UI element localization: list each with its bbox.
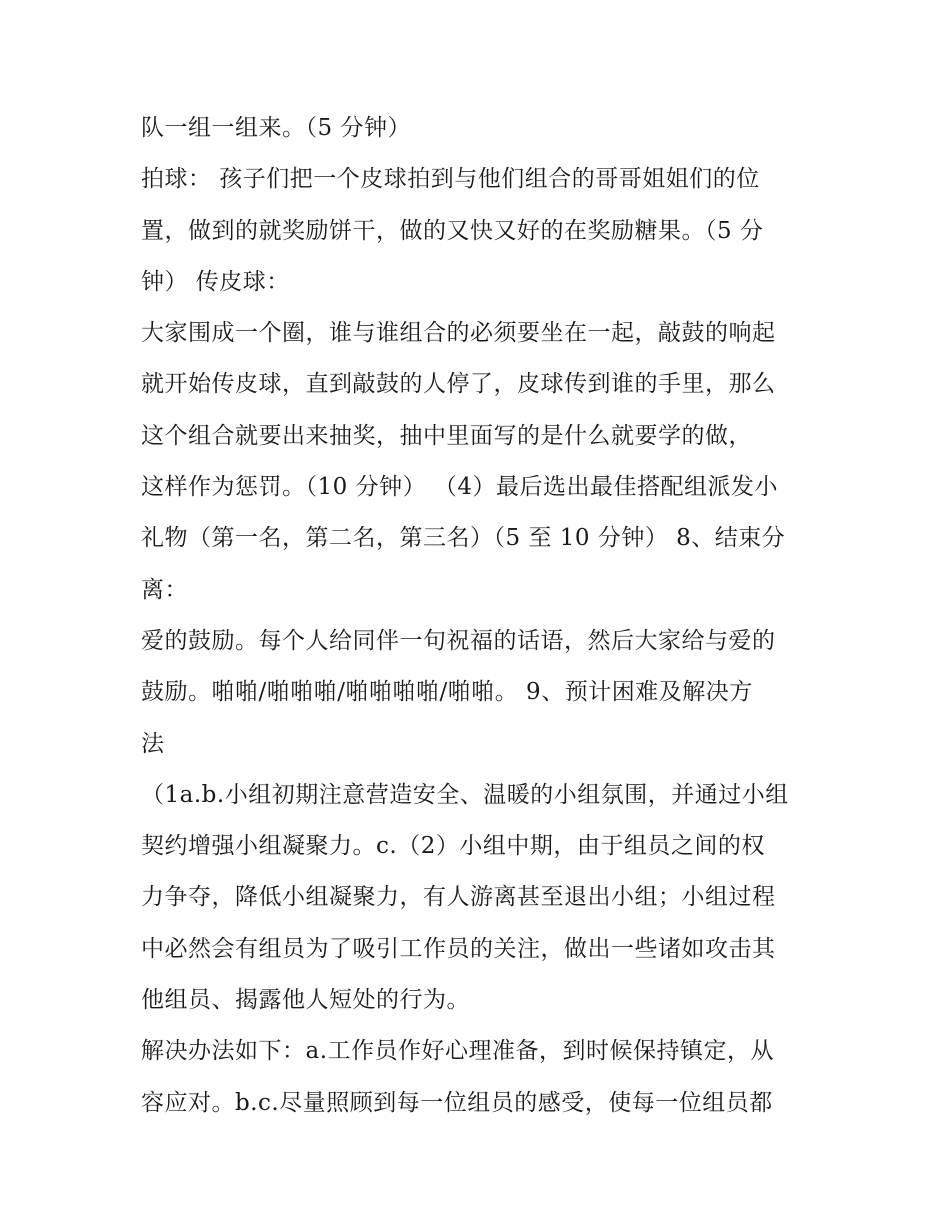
- text-line: 力争夺，降低小组凝聚力，有人游离甚至退出小组；小组过程: [141, 884, 776, 911]
- text-line: 这个组合就要出来抽奖，抽中里面写的是什么就要学的做，: [141, 422, 752, 449]
- text-line: 队一组一组来。（5 分钟）: [141, 115, 411, 141]
- text-line: 法: [141, 730, 165, 757]
- text-line: 鼓励。啪啪/啪啪啪/啪啪啪啪/啪啪。 9、预计困难及解决方: [141, 679, 753, 706]
- text-line: 离：: [141, 576, 188, 603]
- text-line: 大家围成一个圈，谁与谁组合的必须要坐在一起，敲鼓的响起: [141, 320, 776, 347]
- text-line: 置，做到的就奖励饼干，做的又快又好的在奖励糖果。（5 分: [141, 217, 764, 244]
- text-line: 契约增强小组凝聚力。c.（2）小组中期，由于组员之间的权: [141, 833, 765, 860]
- text-line: 解决办法如下：a.工作员作好心理准备，到时候保持镇定，从: [141, 1038, 775, 1065]
- text-line: （1a.b.小组初期注意营造安全、温暖的小组氛围，并通过小组: [141, 781, 789, 808]
- text-line: 爱的鼓励。每个人给同伴一句祝福的话语，然后大家给与爱的: [141, 627, 776, 654]
- text-line: 容应对。b.c.尽量照顾到每一位组员的感受，使每一位组员都: [141, 1089, 773, 1116]
- text-line: 中必然会有组员为了吸引工作员的关注，做出一些诸如攻击其: [141, 935, 776, 962]
- text-line: 钟） 传皮球：: [141, 268, 290, 295]
- body-text: [141, 103, 821, 1129]
- text-line: 他组员、揭露他人短处的行为。: [141, 987, 470, 1014]
- text-line: 就开始传皮球，直到敲鼓的人停了，皮球传到谁的手里，那么: [141, 371, 776, 398]
- text-line: 礼物（第一名，第二名，第三名）（5 至 10 分钟） 8、结束分: [141, 525, 786, 552]
- text-line: 拍球： 孩子们把一个皮球拍到与他们组合的哥哥姐姐们的位: [141, 166, 760, 193]
- text-line: 这样作为惩罚。（10 分钟） （4）最后选出最佳搭配组派发小: [141, 474, 779, 501]
